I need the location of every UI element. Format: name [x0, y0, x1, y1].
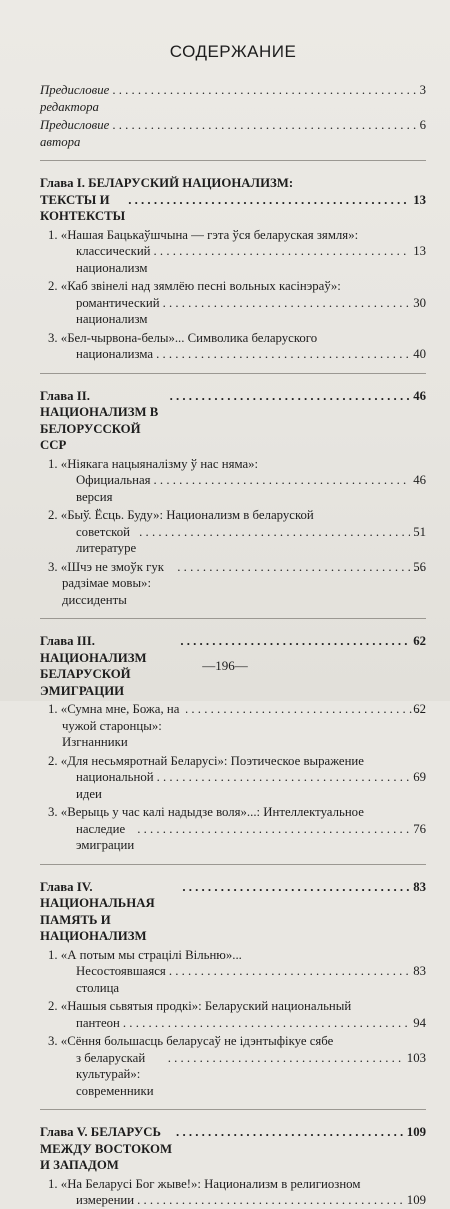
- section-entry: [40, 1033, 426, 1099]
- toc-text: 3. «Шчэ не змоўк гук радзімае мовы»: диссиденты: [48, 559, 165, 607]
- page-ref: 51: [413, 524, 426, 539]
- chapter-title-line: Глава IV. НАЦИОНАЛЬНАЯ ПАМЯТЬ И НАЦИОНАЛИЗМ: [40, 879, 155, 943]
- toc-row: [40, 388, 426, 454]
- page-title: СОДЕРЖАНИЕ: [169, 42, 297, 61]
- chapter-heading: [40, 175, 426, 225]
- toc-line: 2. «Быў. Ёсць. Буду»: Национализм в беларуской: [48, 508, 314, 522]
- chapter-title-line: Глава I. БЕЛАРУСКИЙ НАЦИОНАЛИЗМ:: [40, 176, 294, 190]
- chapter-divider: [40, 160, 426, 161]
- toc-row: [62, 821, 426, 854]
- leader-dots: [163, 295, 411, 312]
- toc-text: национальной идеи: [76, 770, 154, 801]
- chapter-block: [40, 175, 426, 363]
- leader-dots: [178, 559, 423, 576]
- page-ref: 62: [413, 634, 426, 648]
- section-entry: [40, 227, 426, 277]
- chapter-divider: [40, 864, 426, 865]
- section-entry: [40, 1176, 426, 1209]
- section-entry: [40, 456, 426, 506]
- chapter-title-line: Глава III. НАЦИОНАЛИЗМ БЕЛАРУСКОЙ ЭМИГРАЦИИ: [40, 634, 147, 698]
- leader-dots: [169, 963, 410, 980]
- toc-row: [62, 524, 426, 557]
- toc-row: [40, 879, 426, 945]
- chapter-block: [40, 388, 426, 609]
- toc-line: 1. «Ніякага нацыяналізму ў нас няма»:: [48, 456, 259, 471]
- page-ref: 13: [413, 192, 426, 207]
- chapter-title-line: Глава V. БЕЛАРУСЬ МЕЖДУ ВОСТОКОМ И ЗАПАДОМ: [40, 1125, 173, 1172]
- toc-line: 2. «Каб звінелі над зямлёю песні вольных касінэраў»:: [48, 279, 341, 293]
- page-ref: 40: [413, 347, 426, 361]
- preface-title: Предисловие автора: [40, 118, 110, 149]
- page-ref: 109: [406, 1125, 426, 1139]
- section-entry: [40, 947, 426, 997]
- page-number: —196—: [202, 658, 248, 673]
- leader-dots: [154, 243, 411, 260]
- toc-text: Официальная версия: [76, 473, 151, 504]
- chapter-divider: [40, 1109, 426, 1110]
- chapter-title-line: Глава II. НАЦИОНАЛИЗМ В БЕЛОРУССКОЙ ССР: [40, 388, 159, 452]
- toc-text: 1. «Сумна мне, Божа, на чужой старонцы»: Изгнанники: [48, 702, 180, 749]
- leader-dots: [156, 346, 410, 363]
- leader-dots: [137, 1192, 404, 1209]
- section-entry: [40, 278, 426, 328]
- chapter-heading: [40, 388, 426, 454]
- toc-row: [40, 1124, 426, 1174]
- chapter-divider: [40, 373, 426, 374]
- toc-row: [62, 472, 426, 505]
- leader-dots: [112, 117, 416, 134]
- chapter-heading: [40, 1124, 426, 1174]
- chapter-block: [40, 1124, 426, 1209]
- toc-line: 3. «Сёння большасць беларусаў не ідэнтыфікуе сябе: [48, 1034, 334, 1048]
- section-entry: [40, 701, 426, 751]
- page-ref: 103: [406, 1050, 426, 1065]
- section-entry: [40, 804, 426, 854]
- toc-row: [62, 1192, 426, 1209]
- toc-row: [62, 769, 426, 802]
- page-ref: 94: [413, 1015, 426, 1030]
- toc-text: пантеон: [76, 1015, 120, 1030]
- chapter-block: [40, 879, 426, 1100]
- toc-line: 1. «На Беларусі Бог жыве!»: Национализм в религиозном: [48, 1176, 361, 1191]
- leader-dots: [123, 1015, 410, 1032]
- toc-text: наследие эмиграции: [76, 821, 135, 852]
- page-ref: 83: [413, 879, 426, 894]
- leader-dots: [186, 701, 423, 718]
- leader-dots: [154, 472, 411, 489]
- leader-dots: [128, 192, 410, 209]
- toc-text: советской литературе: [76, 524, 137, 555]
- toc-row: [62, 243, 426, 276]
- preface-title: Предисловие редактора: [40, 83, 110, 114]
- section-entry: [40, 507, 426, 557]
- leader-dots: [182, 879, 410, 896]
- toc-line: 2. «Для несьмяротнай Беларусі»: Поэтическое выражение: [48, 753, 364, 768]
- leader-dots: [137, 821, 410, 838]
- toc-row: [62, 963, 426, 996]
- toc-line: 3. «Верыць у час калі надыдзе воля»...: Интеллектуальное: [48, 805, 364, 819]
- chapter-heading: [40, 879, 426, 945]
- toc-line: 1. «Нашая Бацькаўшчына — гэта ўся беларуская зямля»:: [48, 227, 359, 242]
- toc-row: [62, 346, 426, 363]
- toc-row: [62, 1050, 426, 1100]
- leader-dots: [176, 1124, 404, 1141]
- toc-text: романтический национализм: [76, 295, 160, 326]
- leader-dots: [139, 524, 410, 541]
- toc-text: з беларускай культурай»: современники: [76, 1050, 154, 1098]
- leader-dots: [112, 82, 416, 99]
- toc-line: 2. «Нашыя сьвятыя продкі»: Беларуский национальный: [48, 999, 352, 1013]
- section-entry: [40, 559, 426, 609]
- toc-row: [40, 192, 426, 225]
- toc-line: 3. «Бел-чырвона-белы»... Символика беларуского: [48, 330, 318, 345]
- toc-line: 1. «А потым мы страцілі Вільню»...: [48, 947, 242, 962]
- page-ref: 46: [413, 473, 426, 487]
- chapter-divider: [40, 618, 426, 619]
- section-entry: [40, 998, 426, 1031]
- page-ref: 6: [419, 118, 426, 132]
- toc-text: измерении: [76, 1193, 135, 1207]
- toc-row: 1. «Сумна мне, Божа, на чужой старонцы»: Изгнанники . . . 62: [62, 701, 426, 751]
- leader-dots: [168, 1050, 404, 1067]
- toc-text: Несостоявшаяся столица: [76, 964, 166, 995]
- page-ref: 76: [413, 821, 426, 836]
- toc-row: [62, 295, 426, 328]
- page-ref: 46: [413, 388, 426, 403]
- page-ref: 83: [413, 964, 426, 978]
- section-entry: [40, 753, 426, 803]
- chapter-title-line: ТЕКСТЫ И КОНТЕКСТЫ: [40, 192, 126, 223]
- page-ref: 69: [413, 770, 426, 784]
- toc-row: 3. «Шчэ не змоўк гук радзімае мовы»: диссиденты . . . 56: [62, 559, 426, 609]
- page-ref: 3: [419, 83, 426, 97]
- preface-entry: [40, 117, 426, 150]
- page-ref: 109: [406, 1193, 426, 1207]
- section-entry: [40, 330, 426, 363]
- leader-dots: [170, 388, 411, 405]
- page-ref: 30: [413, 295, 426, 310]
- page-ref: 13: [413, 244, 426, 258]
- toc-text: национализма: [76, 347, 154, 361]
- toc-text: классический национализм: [76, 244, 151, 275]
- preface-entry: [40, 82, 426, 115]
- toc-row: [62, 1015, 426, 1032]
- leader-dots: [157, 769, 411, 786]
- table-of-contents: [40, 82, 426, 1209]
- leader-dots: [180, 633, 410, 650]
